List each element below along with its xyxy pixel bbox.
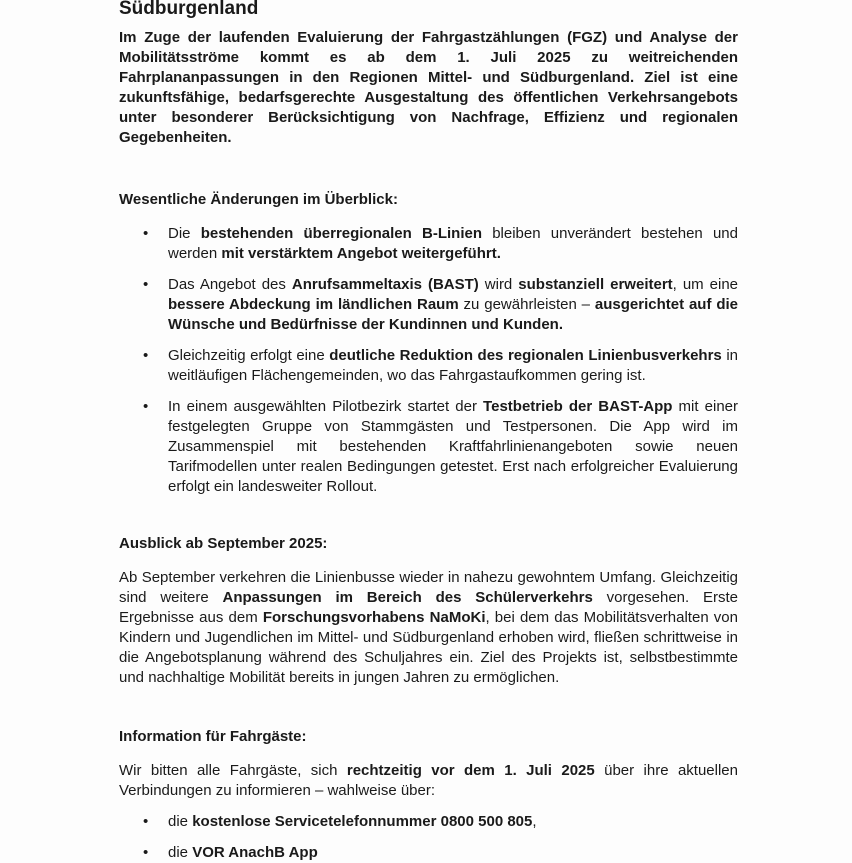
bullet-icon: • [143,347,149,364]
list-item: • Das Angebot des Anrufsammeltaxis (BAST) wird substanziell erweitert, um eine bessere Abdeckung im ländlichen Raum zu gewährleisten – ausgerichtet auf die Wünsche und Bedürfnisse der Kundinnen und Kunden. [143,276,739,333]
list-item: • die VOR AnachB App [143,844,318,861]
list-item: • die kostenlose Servicetelefonnummer 0800 500 805, [143,813,537,830]
document-page [119,0,739,861]
intro-paragraph: Im Zuge der laufenden Evaluierung der Fahrgastzählungen (FGZ) und Analyse der Mobilitätsströme kommt es ab dem 1. Juli 2025 zu weitreichenden Fahrplananpassungen in den Regionen Mittel- und Südburgenland. Ziel ist eine zukunftsfähige, bedarfsgerechte Ausgestaltung des öffentlichen Verkehrsangebots unter besonderer Berücksichtigung von Nachfrage, Effizienz und regionalen Gegebenheiten. [119,29,738,146]
bullet-icon: • [143,398,149,415]
changes-list [119,224,738,497]
bullet-icon: • [143,276,149,293]
page-heading: Südburgenland [119,0,259,19]
list-item: • In einem ausgewählten Pilotbezirk startet der Testbetrieb der BAST-App mit einer festgelegten Gruppe von Stammgästen und Testpersonen. Die App wird im Zusammenspiel mit bestehenden Kraftfahrlinienangeboten sowie neuen Tarifmodellen unter realen Bedingungen getestet. Erst nach erfolgreicher Evaluierung erfolgt ein landesweiter Rollout. [143,398,739,495]
list-item: • Gleichzeitig erfolgt eine deutliche Reduktion des regionalen Linienbusverkehrs in weitläufigen Flächengemeinden, wo das Fahrgastaufkommen gering ist. [143,347,738,384]
info-title: Information für Fahrgäste: [119,728,307,745]
changes-title: Wesentliche Änderungen im Überblick: [119,191,398,208]
list-item: • Die bestehenden überregionalen B-Linien bleiben unverändert bestehen und werden mit verstärktem Angebot weitergeführt. [143,225,738,262]
info-paragraph: Wir bitten alle Fahrgäste, sich rechtzeitig vor dem 1. Juli 2025 über ihre aktuellen Verbindungen zu informieren – wahlweise über: [119,762,738,799]
bullet-icon: • [143,225,149,242]
bullet-icon: • [143,813,149,830]
outlook-paragraph: Ab September verkehren die Linienbusse wieder in nahezu gewohntem Umfang. Gleichzeitig sind weitere Anpassungen im Bereich des Schülerverkehrs vorgesehen. Erste Ergebnisse aus dem Forschungsvorhabens NaMoKi, bei dem das Mobilitätsverhalten von Kindern und Jugendlichen im Mittel- und Südburgenland erhoben wird, fließen schrittweise in die Angebotsplanung während des Schuljahres ein. Ziel des Projekts ist, selbstbestimmte und nachhaltige Mobilität bereits in jungen Jahren zu ermöglichen. [119,569,739,686]
outlook-title: Ausblick ab September 2025: [119,535,328,552]
info-list [119,812,738,863]
bullet-icon: • [143,844,149,861]
